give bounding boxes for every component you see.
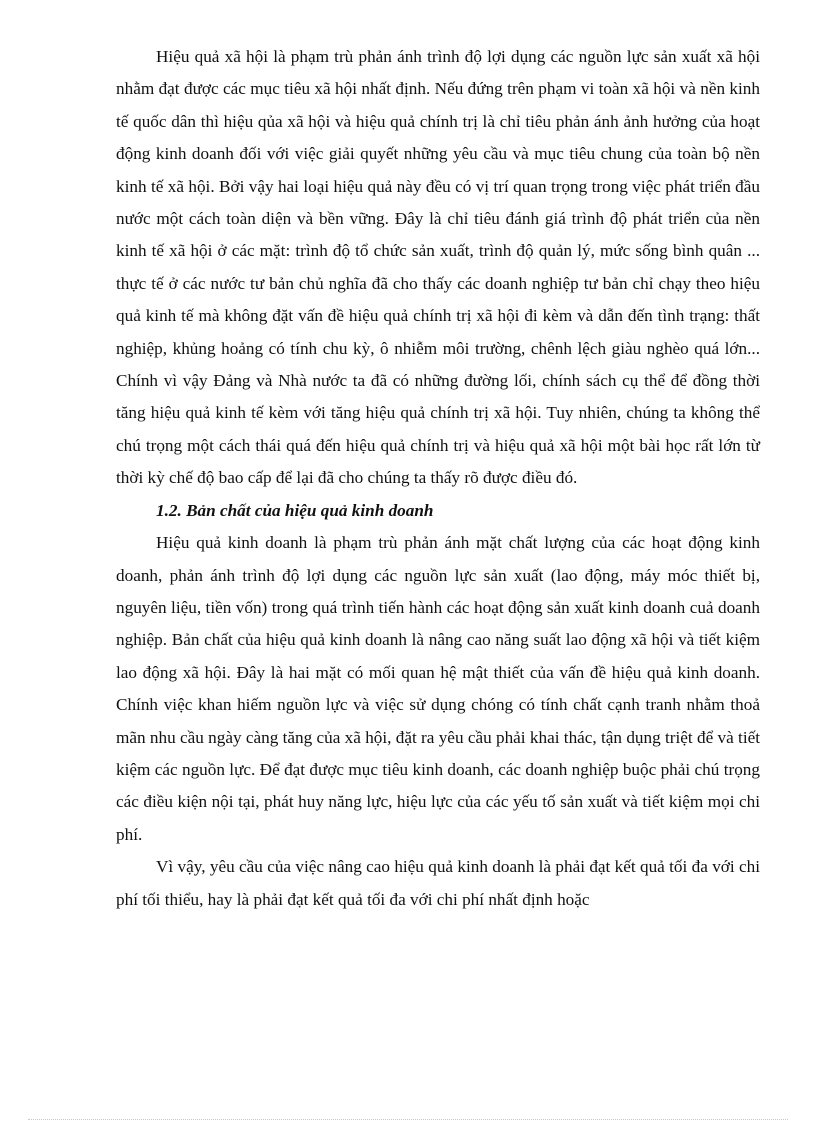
section-heading: 1.2. Bản chất của hiệu quả kinh doanh — [156, 500, 434, 520]
paragraph-business-efficiency: Hiệu quả kinh doanh là phạm trù phản ánh mặt chất lượng của các hoạt động kinh doanh, phản ánh trình độ lợi dụng các nguồn lực sản xuất (lao động, máy móc thiết bị, nguyên liệu, tiền vốn) trong quá trình tiến hành các hoạt động sản xuất kinh doanh cuả doanh nghiệp. Bản chất của hiệu quả kinh doanh là nâng cao năng suất lao động xã hội và tiết kiệm lao động xã hội. Đây là hai mặt có mối quan hệ mật thiết của vấn đề hiệu quả kinh doanh. Chính việc khan hiếm nguồn lực và việc sử dụng chóng có tính chất cạnh tranh nhằm thoả mãn nhu cầu ngày càng tăng của xã hội, đặt ra yêu cầu phải khai thác, tận dụng triệt để và tiết kiệm các nguồn lực. Để đạt được mục tiêu kinh doanh, các doanh nghiệp buộc phải chú trọng các điều kiện nội tại, phát huy năng lực, hiệu lực của các yếu tố sản xuất và tiết kiệm mọi chi phí. — [116, 533, 760, 844]
document-body — [116, 41, 760, 916]
paragraph-requirements: Vì vậy, yêu cầu của việc nâng cao hiệu quả kinh doanh là phải đạt kết quả tối đa với chi phí tối thiểu, hay là phải đạt kết quả tối đa với chi phí nhất định hoặc — [116, 857, 760, 909]
page-bottom-divider — [28, 1119, 788, 1120]
paragraph-social-efficiency: Hiệu quả xã hội là phạm trù phản ánh trình độ lợi dụng các nguồn lực sản xuất xã hội nhằm đạt được các mục tiêu xã hội nhất định. Nếu đứng trên phạm vi toàn xã hội và nền kinh tế quốc dân thì hiệu qủa xã hội và hiệu quả chính trị là chỉ tiêu phản ánh ảnh hưởng của hoạt động kinh doanh đối với việc giải quyết những yêu cầu và mục tiêu chung của toàn bộ nền kinh tế xã hội. Bởi vậy hai loại hiệu quả này đều có vị trí quan trọng trong việc phát triển đầu nước một cách toàn diện và bền vững. Đây là chỉ tiêu đánh giá trình độ phát triển của nền kinh tế xã hội ở các mặt: trình độ tổ chức sản xuất, trình độ quản lý, mức sống bình quân ... thực tế ở các nước tư bản chủ nghĩa đã cho thấy các doanh nghiệp tư bản chỉ chạy theo hiệu quả kinh tế mà không đặt vấn đề hiệu quả chính trị xã hội đi kèm và dẫn đến tình trạng: thất nghiệp, khủng hoảng có tính chu kỳ, ô nhiễm môi trường, chênh lệch giàu nghèo quá lớn... Chính vì vậy Đảng và Nhà nước ta đã có những đường lối, chính sách cụ thể để đồng thời tăng hiệu quả kinh tế kèm với tăng hiệu quả chính trị xã hội. Tuy nhiên, chúng ta không thể chú trọng một cách thái quá đến hiệu quả chính trị và hiệu quả xã hội một bài học rất lớn từ thời kỳ chế độ bao cấp để lại đã cho chúng ta thấy rõ được điều đó. — [116, 47, 760, 488]
